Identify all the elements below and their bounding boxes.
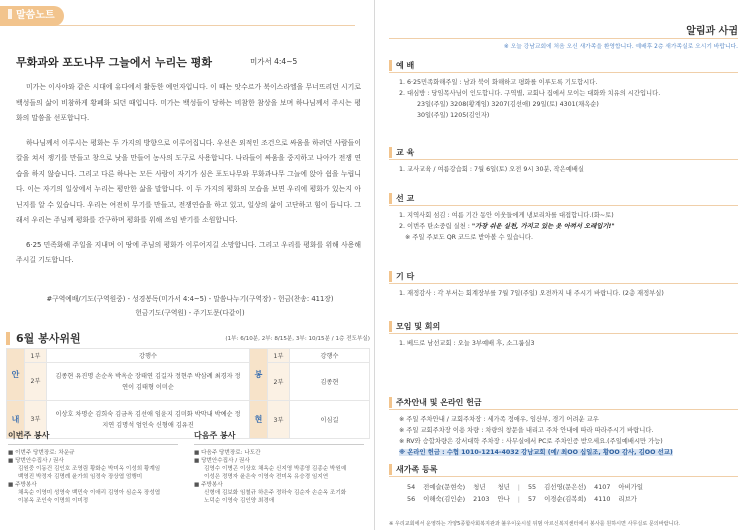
education-section	[389, 147, 738, 175]
sermon-body	[16, 80, 361, 278]
table-row	[403, 493, 647, 505]
section-marker	[6, 332, 10, 345]
notice-line: 2. 대심방 : 당임목사님이 인도합니다. 구역별, 교회나 집에서 모이는 대화와 치유의 시간입니다.	[399, 90, 661, 97]
news-rule	[389, 38, 738, 39]
duty-line: ■ 당번안수집사 / 권사	[194, 458, 250, 464]
duty-line: 노덕순 이영숙 김인양 최경애	[204, 498, 275, 504]
etc-heading: 기 타	[389, 271, 738, 284]
next-week-duty	[194, 430, 364, 505]
notice-line: ※ 주일 교회주차장 이용 차량 : 차량의 창문을 내리고 주차 안내에 따라 따라주시기 바랍니다.	[399, 427, 654, 434]
sermon-title: 무화과와 포도나무 그늘에서 누리는 평화	[16, 56, 212, 69]
online-offering: ※ 온라인 헌금 : 수협 1010-1214-4032 강남교회 (예/ 최OO 십일조, 황OO 감사, 김OO 선교)	[399, 449, 673, 456]
worship-section	[389, 60, 738, 121]
notice-line: 1. 베드로 남선교회 : 오늘 3부예배 후, 소그룹실3	[399, 340, 535, 347]
reg-name: 이경순(김복희)	[544, 495, 587, 503]
service-people: 강행수	[47, 349, 250, 363]
notice-line: ※ 주일 주보도 QR 코드로 받아볼 수 있습니다.	[405, 234, 533, 241]
worship-order	[30, 292, 350, 320]
notice-line: 1. 재정감사 : 각 부서는 회계장부를 7월 7일(주일) 오전까지 내 주시기 바랍니다. (2층 재정부실)	[399, 290, 664, 297]
notice-line: 1. 6·25민족화해주일 : 남과 북이 화해하고 평화를 이루도록 기도합시다.	[399, 79, 598, 86]
worship-heading: 예 배	[389, 60, 738, 73]
carbon-label: 2. 이번주 탄소중립 실천 :	[399, 223, 472, 230]
this-week-duty-title: 이번주 봉사	[8, 430, 178, 445]
etc-section	[389, 271, 738, 299]
service-people: 김종현 유진명 손순옥 박옥순 장태연 김길자 정현주 박삼례 최경자 정연이 김태형 이미순	[47, 363, 250, 401]
reg-district: 4110	[594, 495, 611, 503]
divider: |	[517, 495, 520, 503]
reg-district: 청년	[473, 483, 486, 491]
worship-order-line: 헌금기도(구역원) - 주기도문(다같이)	[135, 309, 245, 317]
footer-note: ※ 우리교회에서 운영하는 가양5종합사회복지관과 불우이웃시설 뒤범 아르신복지센터에서 봉사를 원하시면 사무실로 문의바랍니다.	[389, 521, 681, 527]
service-team-table	[6, 348, 370, 439]
usher-label-nae: 내	[7, 401, 25, 439]
service-slot: 1부	[25, 349, 47, 363]
meeting-heading: 모임 및 회의	[389, 321, 738, 334]
reg-no: 57	[527, 495, 537, 503]
divider: |	[517, 483, 520, 491]
duty-line: 이성은 정명자 윤은숙 이영숙 전미옥 유승경 임지연	[204, 474, 329, 480]
service-slot: 1부	[268, 349, 290, 363]
service-slot: 2부	[25, 363, 47, 401]
duty-line: 채옥순 이영미 성영숙 백민숙 이애리 김영아 심순옥 장성엽	[18, 490, 161, 496]
duty-line: ■ 주방봉사	[8, 482, 37, 488]
parking-section	[389, 397, 738, 458]
duty-line: ■ 이번주 당번장로: 차운규	[8, 450, 75, 456]
sermon-note-tab-label: 말씀노트	[16, 10, 55, 21]
notice-line: ※ 주일 주차안내 / 교회주차장 : 세가족 정애우, 임산부, 경기 어려운 교우	[399, 416, 599, 423]
sermon-paragraph: 6·25 민족화해 주일을 지내며 이 땅에 주님의 평화가 이루어지길 소망합니다. 그리고 우리를 평화를 위해 사용해 주시길 기도합니다.	[16, 240, 361, 264]
newfamily-section	[389, 464, 738, 505]
meeting-section	[389, 321, 738, 349]
sermon-paragraph: 미가는 이사야와 같은 시대에 유다에서 활동한 예언자입니다. 이 때는 앗수르가 북이스라엘을 무너뜨리던 시기로 백성들의 삶이 비참하게 황폐화 되던 때입니다. 미가는 백성들이 당하는 비참한 참상을 보며 하나님께서 주시는 평화의 말씀을 선포합니다.	[16, 83, 361, 122]
service-slot: 3부	[268, 401, 290, 439]
reg-name: 김선영(문은선)	[544, 483, 587, 491]
sermon-reference: 미가서 4:4~5	[250, 57, 298, 66]
notice-line: 1. 지역사회 섬김 : 여름 기간 동안 이웃들에게 냉보리차를 대접합니다.(화~토)	[399, 212, 614, 219]
table-row	[403, 481, 647, 493]
reg-group: 안나	[497, 495, 510, 503]
this-week-duty	[8, 430, 178, 505]
service-team-header	[6, 330, 370, 346]
news-subtitle: ※ 오늘 강남교회에 처음 오신 새가족을 환영합니다. 예배후 2층 새가족실로 오시기 바랍니다.	[503, 44, 738, 50]
reg-group: 아비가일	[618, 483, 644, 491]
reg-no: 56	[407, 495, 416, 503]
service-people: 이상호 차명순 김희숙 김금옥 김선애 임윤지 김미화 박막내 박예순 정지연 김명석 엄인숙 신형애 김유진	[47, 401, 250, 439]
table-row	[7, 363, 370, 401]
table-row	[7, 349, 370, 363]
reg-no: 55	[527, 483, 537, 491]
service-slot: 2부	[268, 363, 290, 401]
mission-section	[389, 193, 738, 243]
service-people: 김종현	[290, 363, 370, 401]
reg-name: 이해숙(김인순)	[423, 495, 466, 503]
mission-heading: 선 교	[389, 193, 738, 206]
reg-name: 전예슬(문현숙)	[423, 483, 466, 491]
newfamily-heading: 새가족 등록	[389, 464, 738, 477]
notice-line: 30일(주일) 1205(김인자)	[417, 112, 490, 119]
reg-district: 2103	[473, 495, 490, 503]
carbon-slogan: "가장 쉬운 실천, 가지고 있는 옷 아껴서 오래입기!"	[471, 223, 615, 230]
duty-line: 백영진 박정자 김명례 윤가희 임정숙 장상엽 엄행미	[18, 474, 143, 480]
duty-line: ■ 당번안수집사 / 권사	[8, 458, 64, 464]
service-people: 이심길	[290, 401, 370, 439]
service-team-title: 6월 봉사위원	[16, 332, 81, 345]
notice-line: 1. 교사교육 / 여름강습회 : 7월 6일(토) 오전 9시 30분, 작은예배실	[399, 166, 584, 173]
news-title: 알림과 사귐	[686, 26, 738, 37]
sermon-note-banner	[0, 6, 355, 26]
newfamily-table	[403, 481, 647, 505]
duty-line: ■ 다음주 당번장로: 나도간	[194, 450, 261, 456]
notice-line	[389, 447, 738, 458]
sermon-note-tab	[0, 6, 64, 26]
offering-label-hyeon: 현	[250, 401, 268, 439]
reg-group: 리브가	[618, 495, 637, 503]
service-people: 강행수	[290, 349, 370, 363]
education-heading: 교 육	[389, 147, 738, 160]
duty-line: 김원중 이동건 김인호 조영림 황화순 박미옥 이성희 황계임	[18, 466, 161, 472]
offering-label-bong: 봉	[250, 349, 268, 401]
notice-line: ※ RV와 승합차량은 강서대학 주차장 : 사무실에서 PC로 주차인증 받으세요.(주일예배시만 가능)	[399, 438, 663, 445]
duty-line: ■ 주방봉사	[194, 482, 223, 488]
reg-no: 54	[407, 483, 416, 491]
parking-heading: 주차안내 및 온라인 헌금	[389, 397, 738, 410]
worship-order-line: #구역예배/기도(구역원중) - 성경봉독(미가서 4:4~5) - 말씀나누기(구역장) - 헌금(찬송: 411장)	[46, 295, 334, 303]
reg-district: 4107	[594, 483, 611, 491]
service-team-note: (1부: 6/10분, 2부: 8/15분, 3부: 10/15분 / 1층 전도부실)	[225, 336, 370, 342]
usher-label-an: 안	[7, 349, 25, 401]
right-page	[375, 0, 750, 530]
notice-line	[389, 221, 738, 232]
service-slot: 3부	[25, 401, 47, 439]
duty-line: 이봉옥 조인숙 이명희 이미정	[18, 498, 89, 504]
duty-line: 신형애 김보화 임철규 하은주 정하숙 김순자 손순옥 조기화	[204, 490, 347, 496]
duty-line: 김영수 이병곤 이상호 채옥순 신지영 박종영 김종순 박원예	[204, 466, 347, 472]
next-week-duty-title: 다음주 봉사	[194, 430, 364, 445]
reg-group: 청년	[497, 483, 510, 491]
notice-line: 23일(주일) 3208(황계임) 3207(김선애) 29일(토) 4301(채옥순)	[417, 101, 599, 108]
sermon-paragraph: 하나님께서 이루시는 평화는 두 가지의 방향으로 이루어집니다. 우선은 외적인 조건으로 싸움을 하려던 사람들이 칼을 쳐서 쟁기를 만들고 창으로 낫을 만들어 농사의 도구로 사용합니다. 나라들이 싸움을 중지하고 나아가 전쟁 연습을 하지 않습니다. 그리고 다른 하나는 모든 사람이 자기가 심은 포도나무와 무화과나무 그늘에 앉아 쉼을 누립니다. 이는 자기의 일상에서 누리는 평안한 삶을 말합니다. 이 두 가지의 평화의 모습을 보면 우리에 평화가 있는지 아닌지를 알 수 있습니다. 우리는 여전히 무기를 만들고, 전쟁연습을 하고 있고, 일상의 삶이 고단하고 힘이 듭니다. 그래서 우리는 주님께 평화를 간구하며 평화를 위해 쓰임 받기를 소원합니다.	[16, 138, 361, 224]
